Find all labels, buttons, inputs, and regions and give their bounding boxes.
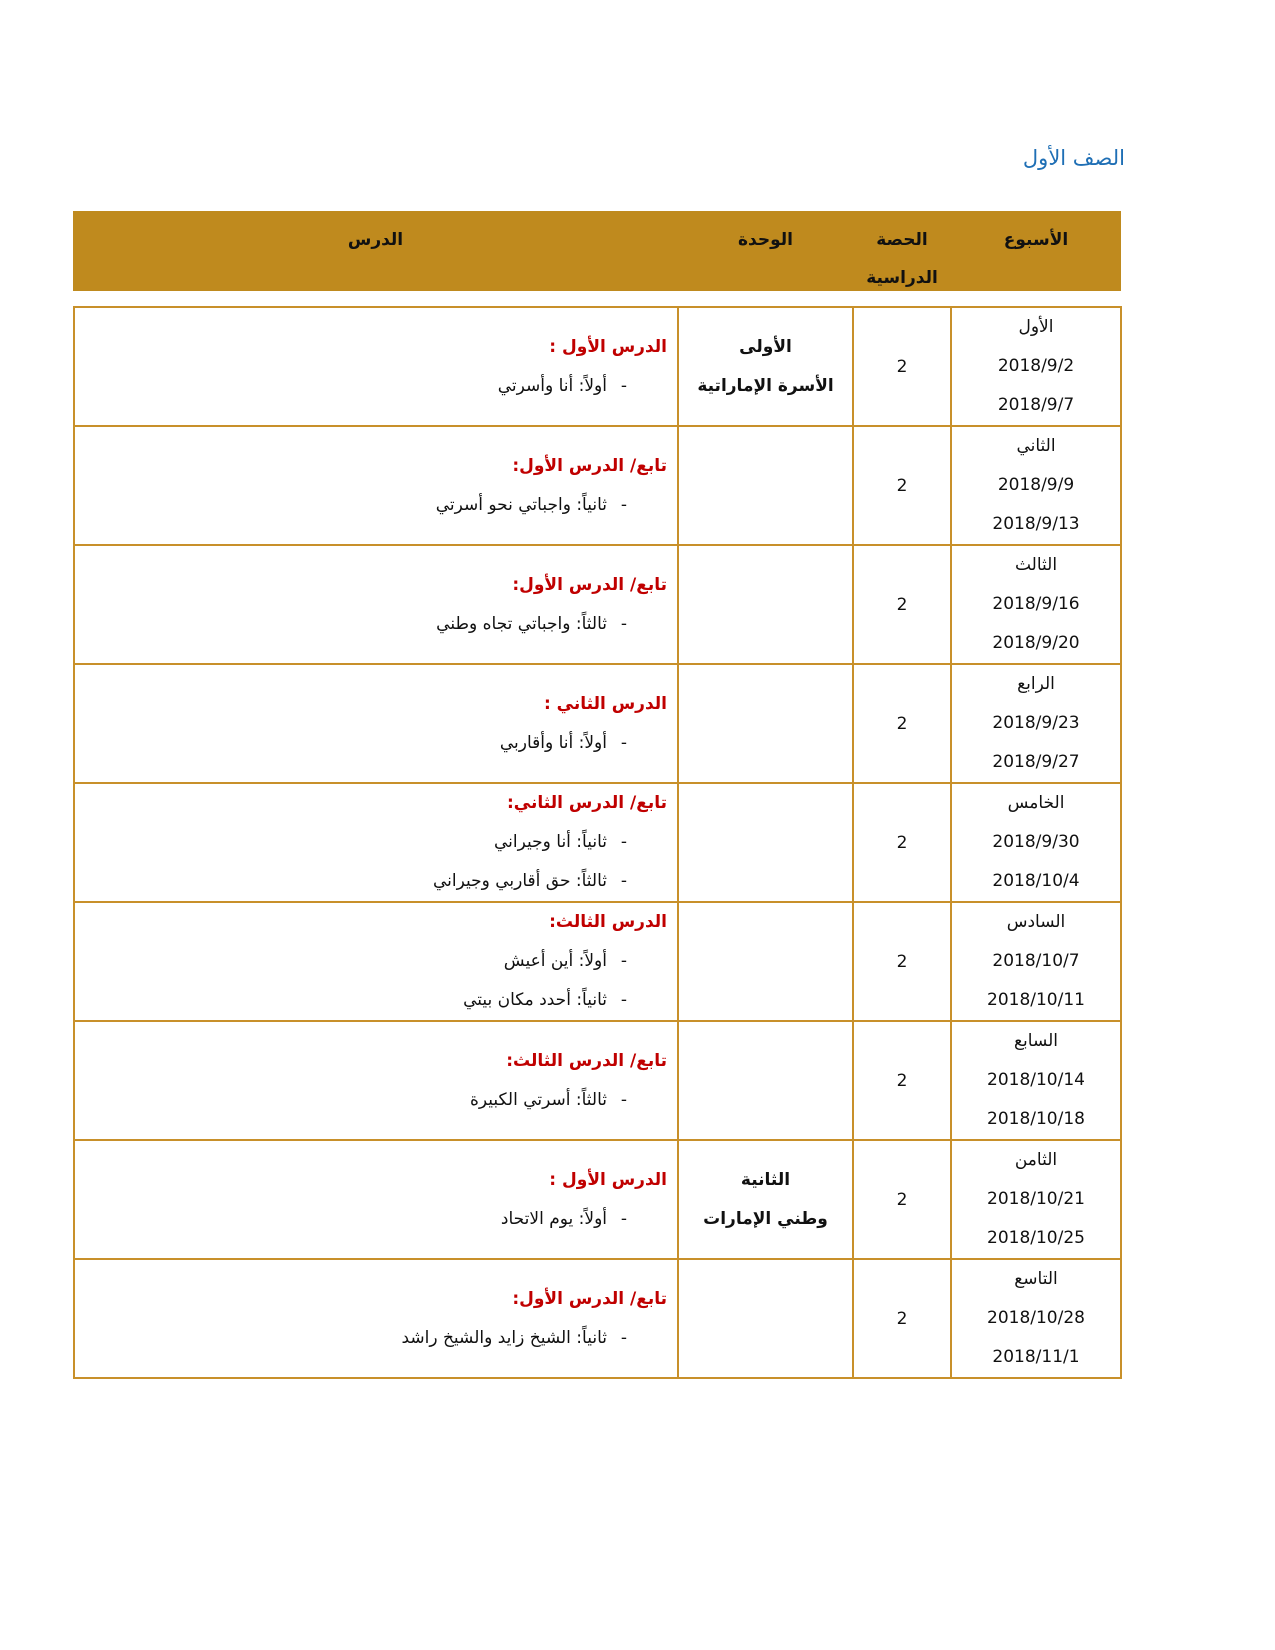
page-title: الصف الأول [1022,146,1125,170]
week-name: الخامس [1007,793,1065,813]
lesson-title: الدرس الثالث: [549,912,667,932]
week-end-date: 2018/9/7 [997,395,1075,415]
periods-cell: 2 [853,1021,951,1140]
week-start-date: 2018/10/14 [987,1070,1085,1090]
unit-name: وطني الإمارات [703,1208,828,1229]
unit-cell [678,545,853,664]
lesson-item [75,367,667,406]
lesson-item [75,605,667,644]
lesson-cell [74,783,678,902]
lesson-item-text: أولاً: أنا وأسرتي [497,375,607,396]
lesson-cell [74,1259,678,1378]
week-name: السابع [1013,1031,1059,1051]
lesson-cell [74,902,678,1021]
header-period-line1: الحصة [876,230,928,250]
periods-cell: 2 [853,783,951,902]
week-cell [951,545,1121,664]
week-name: الثامن [1014,1150,1058,1170]
dash-bullet: - [620,1208,627,1229]
unit-cell [678,664,853,783]
lesson-cell [74,307,678,426]
lesson-title: تابع/ الدرس الأول: [512,1288,667,1309]
table-row [74,426,1121,545]
periods-cell: 2 [853,664,951,783]
lesson-cell [74,545,678,664]
lesson-title: تابع/ الدرس الثالث: [506,1050,667,1071]
week-cell [951,664,1121,783]
lesson-item-text: أولاً: يوم الاتحاد [500,1208,607,1229]
lesson-item [75,724,667,763]
table-row [74,902,1121,1021]
dash-bullet: - [620,494,627,515]
dash-bullet: - [620,1089,627,1110]
lesson-item-text: أولاً: أنا وأقاربي [499,732,607,753]
unit-name: الأسرة الإماراتية [697,375,834,396]
lesson-title: الدرس الأول : [549,1169,667,1190]
header-week: الأسبوع [1003,230,1069,250]
schedule-table [73,306,1122,1379]
table-header [73,211,1121,291]
unit-cell [678,1259,853,1378]
week-start-date: 2018/10/7 [992,951,1080,971]
lesson-cell [74,1021,678,1140]
header-lesson: الدرس [347,230,404,250]
lesson-item [75,1081,667,1120]
lesson-item [75,1200,667,1239]
week-cell [951,307,1121,426]
lesson-title: تابع/ الدرس الأول: [512,574,667,595]
week-start-date: 2018/9/2 [997,356,1075,376]
table-row [74,1021,1121,1140]
table-row [74,545,1121,664]
week-name: التاسع [1014,1269,1058,1289]
dash-bullet: - [620,1327,627,1348]
week-name: الرابع [1017,674,1055,694]
lesson-title: الدرس الثاني : [543,693,667,714]
lesson-item-text: ثالثاً: واجباتي تجاه وطني [436,613,607,634]
table-row [74,1140,1121,1259]
lesson-item-text: أولاً: أين أعيش [503,951,607,971]
lesson-item [75,942,667,981]
header-period [853,211,951,291]
lesson-cell [74,426,678,545]
week-start-date: 2018/10/21 [987,1189,1085,1209]
unit-cell [678,1140,853,1259]
lesson-item [75,981,667,1020]
unit-cell [678,426,853,545]
lesson-cell [74,1140,678,1259]
lesson-title: الدرس الأول : [549,336,667,357]
week-end-date: 2018/11/1 [992,1347,1080,1367]
week-cell [951,902,1121,1021]
periods-cell: 2 [853,426,951,545]
table-row [74,1259,1121,1378]
lesson-item-text: ثانياً: الشيخ زايد والشيخ راشد [401,1327,607,1348]
week-end-date: 2018/10/25 [987,1228,1085,1248]
unit-number: الأولى [739,336,792,357]
week-start-date: 2018/9/23 [992,713,1080,733]
week-end-date: 2018/9/13 [992,514,1080,534]
week-name: الثالث [1014,555,1058,575]
lesson-title: تابع/ الدرس الأول: [512,455,667,476]
lesson-item-text: ثانياً: أحدد مكان بيتي [463,990,607,1010]
week-end-date: 2018/9/20 [992,633,1080,653]
week-start-date: 2018/10/28 [987,1308,1085,1328]
table-row [74,783,1121,902]
week-end-date: 2018/9/27 [992,752,1080,772]
week-cell [951,1140,1121,1259]
header-period-line2: الدراسية [866,268,938,288]
dash-bullet: - [620,951,627,971]
lesson-item-text: ثالثاً: أسرتي الكبيرة [469,1089,607,1110]
lesson-item-text: ثالثاً: حق أقاربي وجيراني [432,871,607,891]
unit-cell [678,783,853,902]
table-row [74,664,1121,783]
periods-cell: 2 [853,1259,951,1378]
unit-number: الثانية [740,1169,791,1190]
week-name: الأول [1018,317,1054,337]
week-start-date: 2018/9/16 [992,594,1080,614]
week-end-date: 2018/10/4 [992,871,1080,891]
week-cell [951,1021,1121,1140]
dash-bullet: - [620,871,627,891]
dash-bullet: - [620,832,627,852]
periods-cell: 2 [853,545,951,664]
periods-cell: 2 [853,307,951,426]
dash-bullet: - [620,990,627,1010]
week-start-date: 2018/9/9 [997,475,1075,495]
periods-cell: 2 [853,902,951,1021]
week-cell [951,426,1121,545]
week-name: الثاني [1016,436,1056,456]
dash-bullet: - [620,613,627,634]
week-cell [951,783,1121,902]
lesson-item [75,862,667,901]
week-name: السادس [1006,912,1066,932]
week-start-date: 2018/9/30 [992,832,1080,852]
lesson-cell [74,664,678,783]
lesson-title: تابع/ الدرس الثاني: [507,793,667,813]
dash-bullet: - [620,375,627,396]
periods-cell: 2 [853,1140,951,1259]
lesson-item-text: ثانياً: أنا وجيراني [494,832,607,852]
lesson-item [75,1319,667,1358]
dash-bullet: - [620,732,627,753]
header-unit: الوحدة [738,230,793,250]
week-end-date: 2018/10/18 [987,1109,1085,1129]
lesson-item [75,486,667,525]
lesson-item [75,823,667,862]
lesson-item-text: ثانياً: واجباتي نحو أسرتي [435,494,607,515]
week-end-date: 2018/10/11 [987,990,1085,1010]
unit-cell [678,307,853,426]
unit-cell [678,1021,853,1140]
week-cell [951,1259,1121,1378]
unit-cell [678,902,853,1021]
table-row [74,307,1121,426]
